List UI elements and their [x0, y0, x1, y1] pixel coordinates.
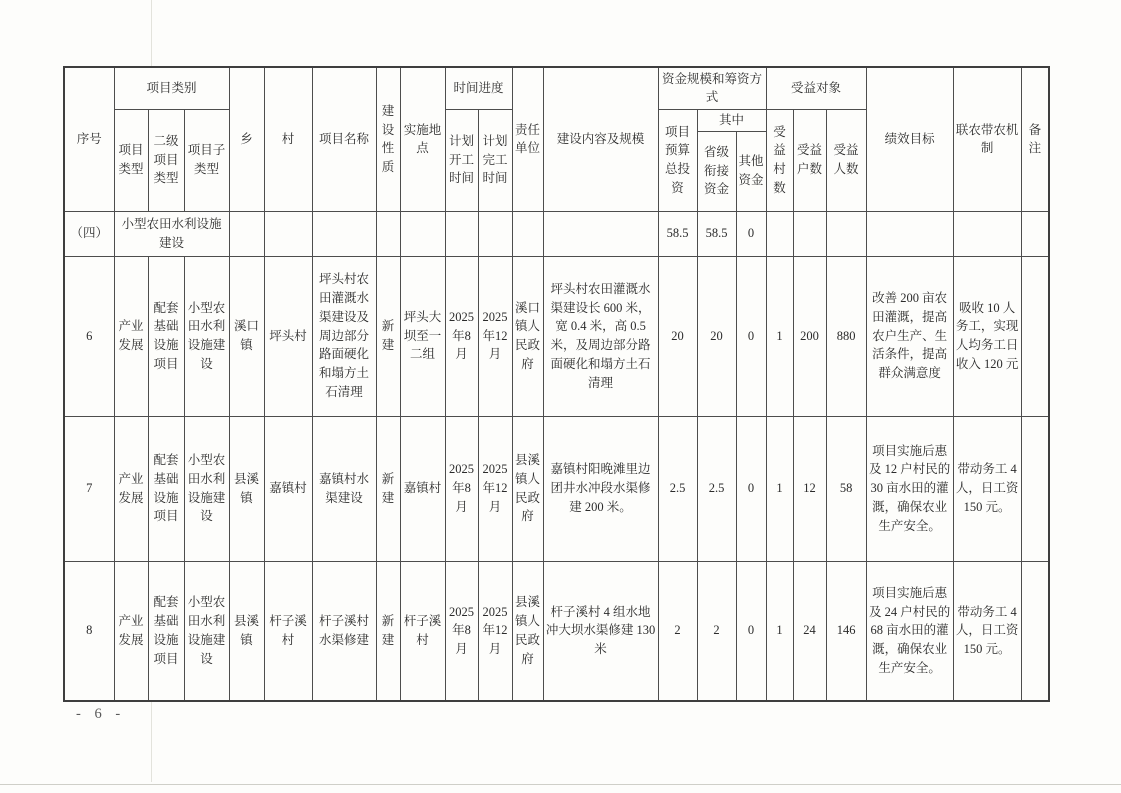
header-planned-end: 计划完工时间 [478, 109, 512, 211]
header-subcategory: 二级项目类型 [148, 109, 184, 211]
header-beneficiary-people: 受益人数 [826, 109, 866, 211]
cell-linkage: 带动务工 4 人，日工资 150 元。 [953, 561, 1021, 701]
header-responsible-unit: 责任单位 [512, 67, 543, 211]
cell-location: 嘉镇村 [400, 416, 445, 561]
cell-empty [312, 211, 376, 256]
cell-other: 0 [736, 416, 766, 561]
header-beneficiary-households: 受益户数 [793, 109, 826, 211]
header-schedule-group: 时间进度 [445, 67, 512, 109]
cell-end: 2025年12月 [478, 256, 512, 416]
cell-project-name: 坪头村农田灌溉水渠建设及周边部分路面硬化和塌方土石清理 [312, 256, 376, 416]
cell-location: 坪头大坝至一二组 [400, 256, 445, 416]
cell-unit: 县溪镇人民政府 [512, 416, 543, 561]
cell-serial: 6 [64, 256, 114, 416]
cell-remark [1021, 256, 1049, 416]
header-subtype: 项目子类型 [184, 109, 229, 211]
header-funding-group: 资金规模和筹资方式 [658, 67, 766, 109]
header-serial: 序号 [64, 67, 114, 211]
cell-subtype: 小型农田水利设施建设 [184, 416, 229, 561]
cell-serial: 8 [64, 561, 114, 701]
cell-total: 2.5 [658, 416, 697, 561]
header-township: 乡 [229, 67, 264, 211]
cell-end: 2025年12月 [478, 416, 512, 561]
cell-empty [543, 211, 658, 256]
header-location: 实施地点 [400, 67, 445, 211]
project-plan-table [63, 66, 1050, 702]
header-content-scale: 建设内容及规模 [543, 67, 658, 211]
scan-artifact-bottom-line [0, 784, 1121, 785]
cell-content: 坪头村农田灌溉水渠建设长 600 米，宽 0.4 米，高 0.5 米，及周边部分路面硬化和塌方土石清理 [543, 256, 658, 416]
cell-people: 880 [826, 256, 866, 416]
cell-provincial: 2.5 [697, 416, 736, 561]
header-row-groups [64, 67, 1049, 109]
cell-villages: 1 [766, 416, 793, 561]
cell-households: 200 [793, 256, 826, 416]
cell-subcategory: 配套基础设施项目 [148, 256, 184, 416]
cell-people: 58 [826, 416, 866, 561]
cell-township: 县溪镇 [229, 416, 264, 561]
cell-total: 20 [658, 256, 697, 416]
cell-section-total-budget: 58.5 [658, 211, 697, 256]
cell-empty [866, 211, 953, 256]
cell-village: 坪头村 [264, 256, 312, 416]
cell-nature: 新建 [376, 416, 400, 561]
cell-empty [766, 211, 793, 256]
header-village: 村 [264, 67, 312, 211]
cell-start: 2025年8月 [445, 256, 478, 416]
cell-linkage: 吸收 10 人务工，实现人均务工日收入 120 元 [953, 256, 1021, 416]
cell-empty [264, 211, 312, 256]
cell-end: 2025年12月 [478, 561, 512, 701]
cell-content: 嘉镇村阳晚滩里边团井水冲段水渠修建 200 米。 [543, 416, 658, 561]
cell-nature: 新建 [376, 256, 400, 416]
cell-empty [478, 211, 512, 256]
cell-subcategory: 配套基础设施项目 [148, 416, 184, 561]
cell-empty [1021, 211, 1049, 256]
cell-total: 2 [658, 561, 697, 701]
table-row [64, 416, 1049, 561]
cell-category: 产业发展 [114, 256, 148, 416]
table-row [64, 256, 1049, 416]
cell-empty [400, 211, 445, 256]
header-remarks: 备注 [1021, 67, 1049, 211]
cell-township: 溪口镇 [229, 256, 264, 416]
cell-subtype: 小型农田水利设施建设 [184, 561, 229, 701]
cell-other: 0 [736, 561, 766, 701]
header-provincial-funds: 省级衔接资金 [697, 131, 736, 211]
cell-location: 杆子溪村 [400, 561, 445, 701]
cell-village: 嘉镇村 [264, 416, 312, 561]
cell-township: 县溪镇 [229, 561, 264, 701]
header-project-name: 项目名称 [312, 67, 376, 211]
cell-empty [953, 211, 1021, 256]
cell-performance: 项目实施后惠及 12 户村民的 30 亩水田的灌溉，确保农业生产安全。 [866, 416, 953, 561]
header-category: 项目类型 [114, 109, 148, 211]
cell-section-serial: （四） [64, 211, 114, 256]
header-category-group: 项目类别 [114, 67, 229, 109]
cell-section-provincial-funds: 58.5 [697, 211, 736, 256]
cell-households: 12 [793, 416, 826, 561]
cell-start: 2025年8月 [445, 416, 478, 561]
header-beneficiary-villages: 受益村数 [766, 109, 793, 211]
cell-empty [229, 211, 264, 256]
table-row [64, 561, 1049, 701]
header-planned-start: 计划开工时间 [445, 109, 478, 211]
cell-remark [1021, 561, 1049, 701]
cell-section-other-funds: 0 [736, 211, 766, 256]
cell-serial: 7 [64, 416, 114, 561]
cell-villages: 1 [766, 561, 793, 701]
cell-unit: 溪口镇人民政府 [512, 256, 543, 416]
cell-provincial: 2 [697, 561, 736, 701]
cell-performance: 项目实施后惠及 24 户村民的 68 亩水田的灌溉，确保农业生产安全。 [866, 561, 953, 701]
section-row [64, 211, 1049, 256]
cell-empty [512, 211, 543, 256]
cell-village: 杆子溪村 [264, 561, 312, 701]
cell-empty [826, 211, 866, 256]
cell-empty [793, 211, 826, 256]
cell-start: 2025年8月 [445, 561, 478, 701]
page-number: - 6 - [76, 706, 126, 722]
header-beneficiary-group: 受益对象 [766, 67, 866, 109]
cell-other: 0 [736, 256, 766, 416]
header-performance-target: 绩效目标 [866, 67, 953, 211]
cell-subtype: 小型农田水利设施建设 [184, 256, 229, 416]
cell-empty [445, 211, 478, 256]
cell-households: 24 [793, 561, 826, 701]
header-farmer-linkage: 联农带农机制 [953, 67, 1021, 211]
header-of-which: 其中 [697, 109, 766, 131]
cell-nature: 新建 [376, 561, 400, 701]
cell-remark [1021, 416, 1049, 561]
cell-project-name: 嘉镇村水渠建设 [312, 416, 376, 561]
cell-provincial: 20 [697, 256, 736, 416]
cell-performance: 改善 200 亩农田灌溉，提高农户生产、生活条件，提高群众满意度 [866, 256, 953, 416]
cell-unit: 县溪镇人民政府 [512, 561, 543, 701]
cell-content: 杆子溪村 4 组水地冲大坝水渠修建 130 米 [543, 561, 658, 701]
cell-section-name: 小型农田水利设施建设 [114, 211, 229, 256]
header-construction-nature: 建设性质 [376, 67, 400, 211]
cell-subcategory: 配套基础设施项目 [148, 561, 184, 701]
header-total-budget: 项目预算总投资 [658, 109, 697, 211]
cell-people: 146 [826, 561, 866, 701]
cell-project-name: 杆子溪村水渠修建 [312, 561, 376, 701]
cell-villages: 1 [766, 256, 793, 416]
cell-empty [376, 211, 400, 256]
header-other-funds: 其他资金 [736, 131, 766, 211]
cell-category: 产业发展 [114, 416, 148, 561]
cell-linkage: 带动务工 4 人，日工资 150 元。 [953, 416, 1021, 561]
cell-category: 产业发展 [114, 561, 148, 701]
